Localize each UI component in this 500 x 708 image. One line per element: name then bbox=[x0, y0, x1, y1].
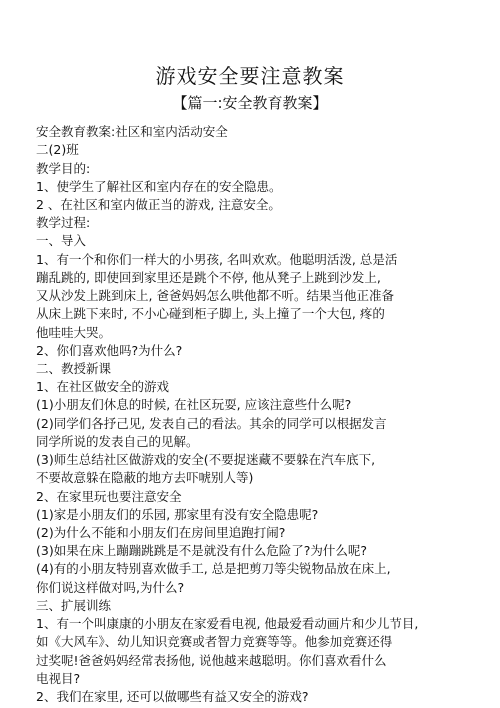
text-line: 1、使学生了解社区和室内存在的安全隐患。 bbox=[36, 178, 282, 194]
text-line: 2、你们喜欢他吗?为什么? bbox=[36, 342, 183, 358]
text-line: 1、有一个和你们一样大的小男孩, 名叫欢欢。他聪明活泼, 总是活 bbox=[36, 251, 398, 267]
text-line: 二、教授新课 bbox=[36, 360, 112, 376]
text-line: 过奖呢!爸爸妈妈经常表扬他, 说他越来越聪明。你们喜欢看什么 bbox=[36, 652, 387, 668]
text-line: (1)家是小朋友们的乐园, 那家里有没有安全隐患呢? bbox=[36, 506, 319, 522]
text-line: 安全教育教案:社区和室内活动安全 bbox=[36, 124, 228, 139]
text-line: 如《大风车》、幼儿知识竞赛或者智力竞赛等等。他参加竞赛还得 bbox=[36, 634, 393, 650]
text-line: (2)为什么不能和小朋友们在房间里追跑打闹? bbox=[36, 525, 286, 540]
text-line: 教学过程: bbox=[36, 215, 91, 231]
text-line: 2 、在社区和室内做正当的游戏, 注意安全。 bbox=[36, 196, 281, 212]
text-line: 又从沙发上跳到床上, 爸爸妈妈怎么哄他都不听。结果当他正准备 bbox=[36, 288, 394, 303]
text-line: 教学目的: bbox=[36, 160, 91, 176]
text-line: 电视目? bbox=[36, 670, 81, 686]
text-line: 1、在社区做安全的游戏 bbox=[36, 379, 169, 395]
text-line: 三、扩展训练 bbox=[36, 597, 112, 613]
text-line: 你们说这样做对吗,为什么? bbox=[36, 579, 185, 595]
text-line: 一、导入 bbox=[36, 233, 87, 249]
document-subtitle: 【篇一:安全教育教案】 bbox=[172, 94, 328, 112]
text-line: 不要故意躲在隐蔽的地方去吓唬别人等) bbox=[36, 470, 254, 486]
text-line: (2)同学们各抒己见, 发表自己的看法。其余的同学可以根据发言 bbox=[36, 415, 387, 431]
text-line: 2、在家里玩也要注意安全 bbox=[36, 488, 182, 504]
text-line: 二(2)班 bbox=[36, 142, 79, 158]
text-line: 2、我们在家里, 还可以做哪些有益又安全的游戏? bbox=[36, 689, 309, 704]
text-line: (4)有的小朋友特别喜欢做手工, 总是把剪刀等尖锐物品放在床上, bbox=[36, 561, 391, 577]
document-title: 游戏安全要注意教案 bbox=[155, 64, 345, 88]
text-line: (1)小朋友们休息的时候, 在社区玩耍, 应该注意些什么呢? bbox=[36, 397, 352, 413]
text-line: 他哇哇大哭。 bbox=[36, 324, 112, 340]
text-line: 蹦乱跳的, 即使回到家里还是跳个不停, 他从凳子上跳到沙发上, bbox=[36, 269, 381, 285]
text-line: 从床上跳下来时, 不小心碰到柜子脚上, 头上撞了一个大包, 疼的 bbox=[36, 306, 385, 322]
text-line: 1、有一个叫康康的小朋友在家爱看电视, 他最爱看动画片和少儿节目, bbox=[36, 616, 419, 632]
text-line: (3)师生总结社区做游戏的安全(不要捉迷藏不要躲在汽车底下, bbox=[36, 452, 376, 468]
text-line: (3)如果在床上蹦蹦跳跳是不是就没有什么危险了?为什么呢? bbox=[36, 543, 367, 559]
text-line: 同学所说的发表自己的见解。 bbox=[36, 433, 199, 449]
